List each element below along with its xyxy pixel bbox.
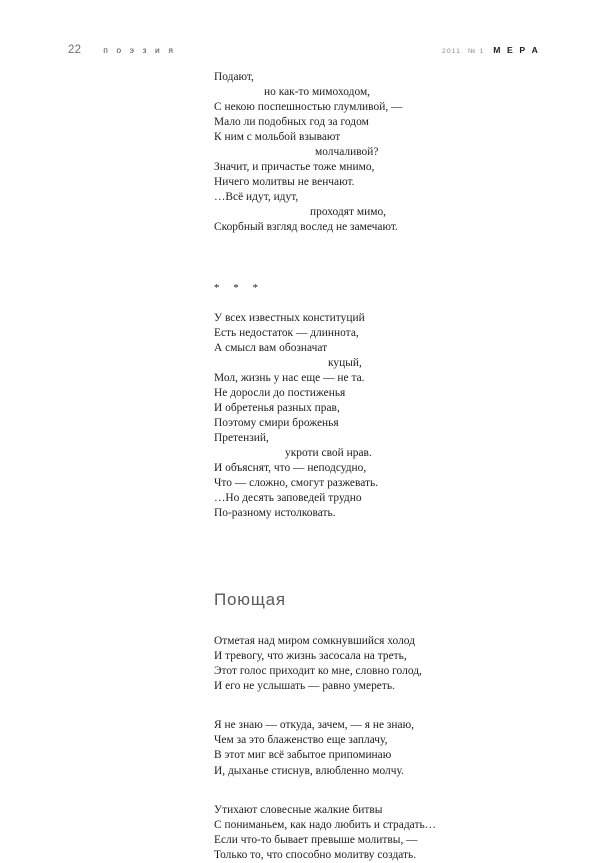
verse-line: Отметая над миром сомкнувшийся холод: [214, 635, 415, 648]
verse-line: Есть недостаток — длиннота,: [214, 326, 359, 339]
spacer: [214, 521, 514, 566]
verse-line: куцый,: [328, 356, 362, 369]
verse-line: Ничего молитвы не венчают.: [214, 176, 355, 189]
verse-line: Этот голос приходит ко мне, словно голод,: [214, 665, 422, 678]
running-head: [68, 44, 540, 62]
text-column: [214, 70, 514, 863]
stanza: [214, 634, 514, 694]
verse-line: И тревогу, что жизнь засосала на треть,: [214, 650, 407, 663]
verse-line: В этот миг всё забытое припоминаю: [214, 749, 392, 762]
poem-1: [214, 70, 514, 236]
spacer: [214, 694, 514, 718]
journal-title: М Е Р А: [493, 45, 540, 55]
verse-line: Я не знаю — откуда, зачем, — я не знаю,: [214, 719, 415, 732]
verse-line: Подают,: [214, 71, 254, 83]
verse-line: молчаливой?: [315, 146, 379, 159]
section-label: п о э з и я: [103, 45, 177, 55]
spacer: [214, 610, 514, 634]
verse-line: проходят мимо,: [310, 206, 387, 219]
verse-line: Не доросли до постиженья: [214, 386, 346, 399]
verse-line: Скорбный взгляд вослед не замечают.: [214, 221, 398, 234]
verse-line: Если что-то бывает превыше молитвы, —: [214, 833, 418, 846]
verse-line: С некою поспешностью глумливой, —: [214, 101, 403, 114]
stanza: [214, 803, 514, 863]
verse-line: По-разному истолковать.: [214, 507, 336, 520]
verse-line: И обретенья разных прав,: [214, 401, 340, 414]
verse-line: Что — сложно, смогут разжевать.: [214, 477, 379, 490]
issue-number: № 1: [468, 48, 485, 55]
verse-line: Претензий,: [214, 431, 269, 444]
verse-line: К ним с мольбой взывают: [214, 131, 341, 144]
issue-year: 2011: [442, 48, 462, 55]
spacer: [214, 296, 514, 311]
stanza-separator: * * *: [214, 281, 264, 294]
verse-line: И, дыханье стиснув, влюбленно молчу.: [214, 764, 404, 777]
verse-line: Мало ли подобных год за годом: [214, 116, 369, 129]
page-number: 22: [68, 44, 82, 56]
verse-line: Значит, и причастье тоже мнимо,: [214, 161, 375, 174]
spacer: [214, 779, 514, 803]
stanza: [214, 718, 514, 778]
verse-line: Чем за это блаженство еще заплачу,: [214, 734, 388, 747]
verse-line: У всех известных конституций: [214, 311, 365, 324]
verse-line: Поэтому смири броженья: [214, 416, 339, 429]
verse-line: …Всё идут, идут,: [214, 191, 299, 204]
poem-2: [214, 281, 514, 522]
verse-line: С пониманьем, как надо любить и страдать…: [214, 818, 437, 831]
verse-line: Мол, жизнь у нас еще — не та.: [214, 371, 365, 384]
spacer: [214, 566, 514, 590]
verse-line: Утихают словесные жалкие битвы: [214, 803, 383, 816]
running-head-left: [68, 44, 176, 56]
poem-title: Поющая: [214, 590, 286, 610]
spacer: [214, 236, 514, 281]
verse-line: И его не услышать — равно умереть.: [214, 680, 395, 693]
stanza: [214, 70, 514, 236]
running-head-right: [442, 45, 540, 55]
verse-line: укроти свой нрав.: [285, 446, 372, 459]
stanza: [214, 311, 514, 522]
poem-3: [214, 590, 514, 863]
verse-line: Только то, что способно молитву создать.: [214, 848, 417, 861]
verse-line: А смысл вам обозначат: [214, 341, 328, 354]
verse-line: …Но десять заповедей трудно: [214, 492, 362, 505]
verse-line: И объяснят, что — неподсудно,: [214, 461, 367, 474]
verse-line: но как-то мимоходом,: [264, 86, 371, 99]
